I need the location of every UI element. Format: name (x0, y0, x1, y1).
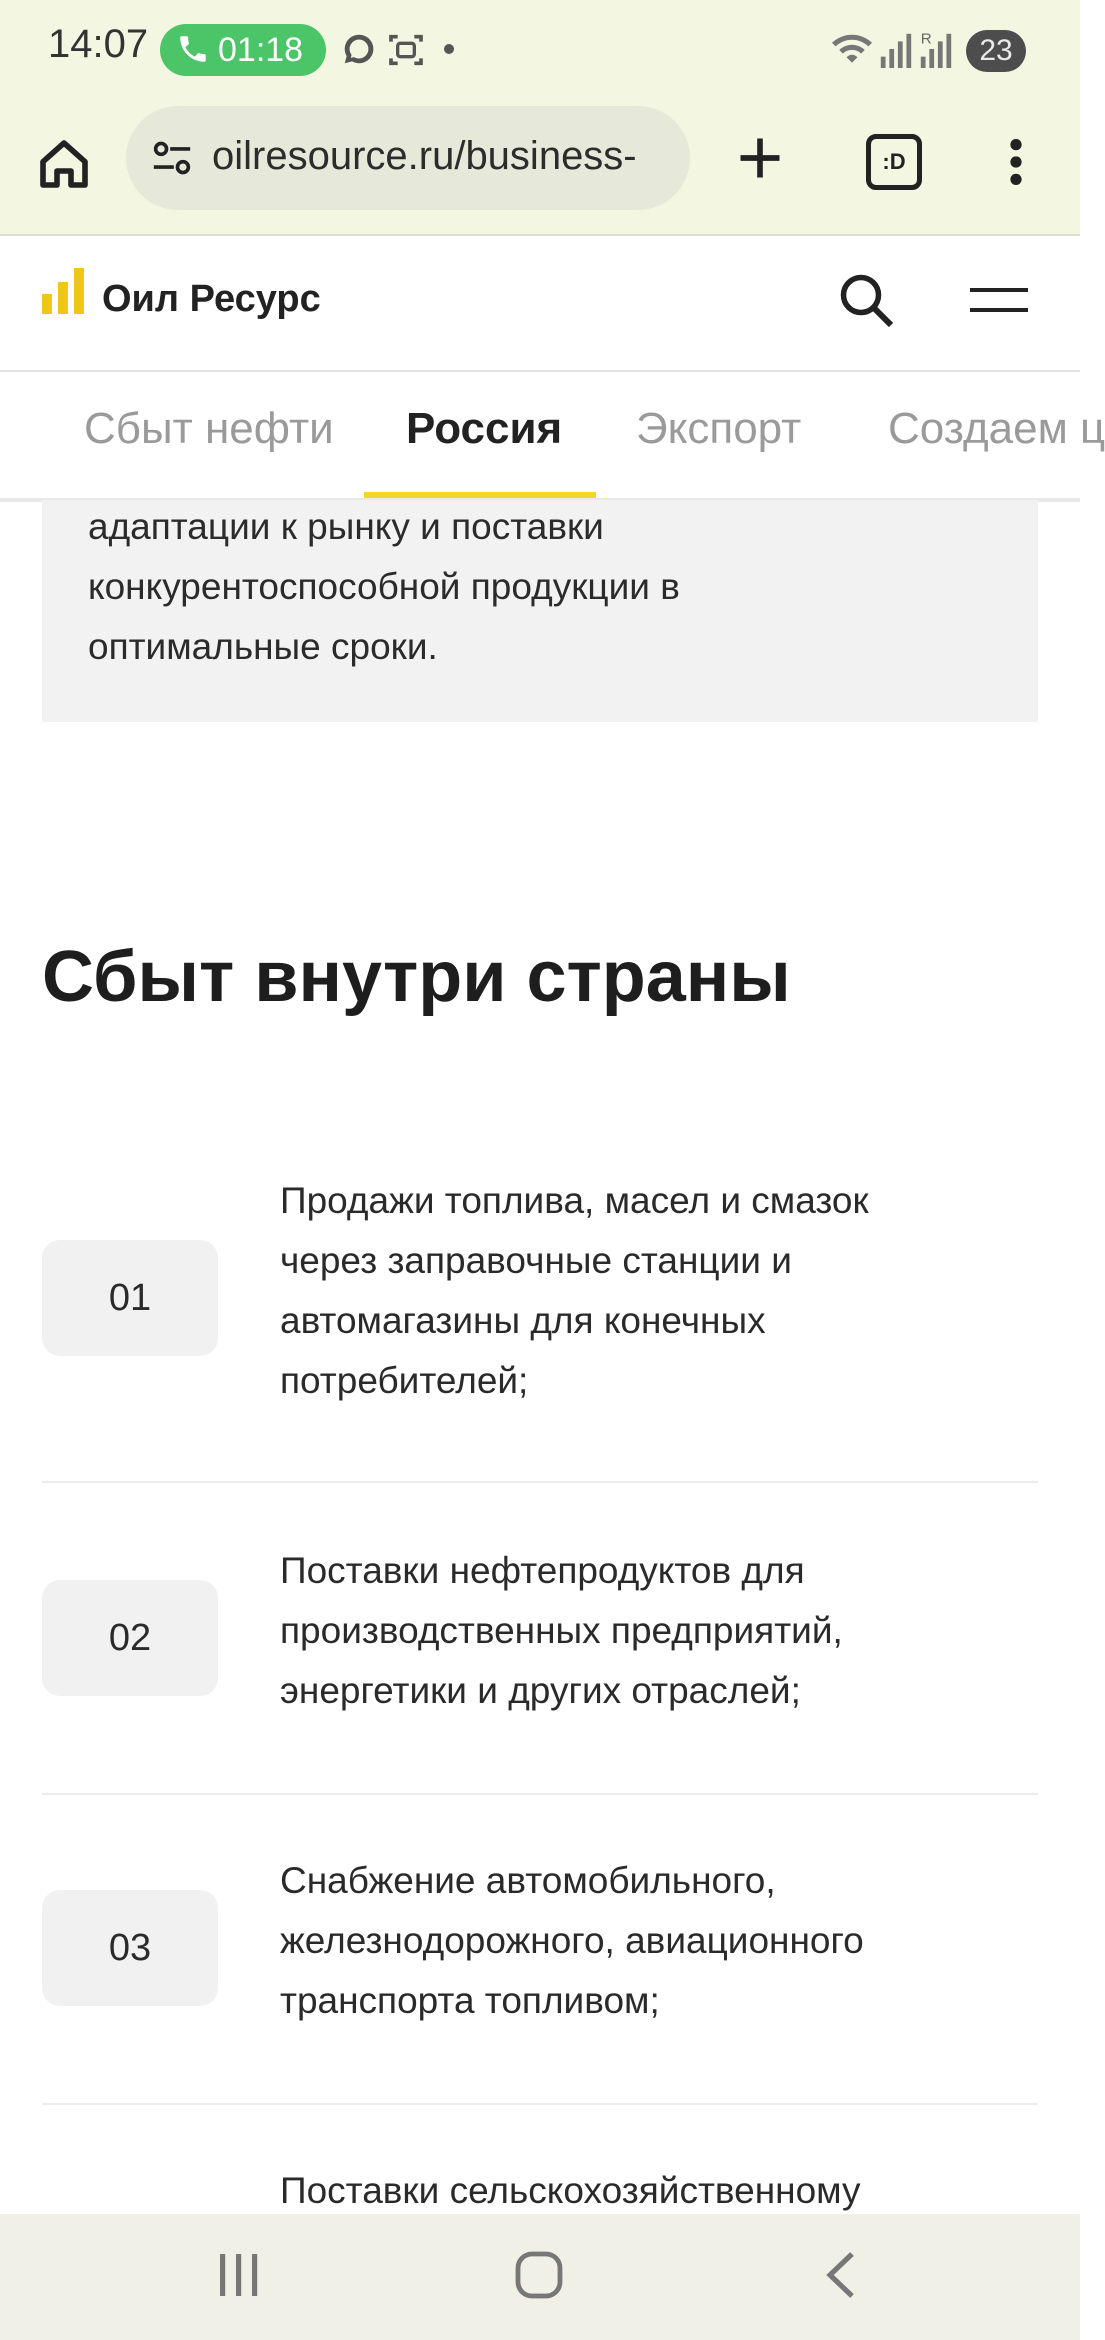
signal-roaming-icon (920, 30, 952, 68)
item-text-line: через заправочные станции и (280, 1240, 792, 1281)
system-nav-bar (0, 2214, 1080, 2340)
logo-text[interactable]: Оил Ресурс (102, 278, 321, 320)
item-number-badge: 03 (42, 1890, 218, 2006)
call-duration: 01:18 (218, 31, 304, 69)
site-header (0, 236, 1080, 372)
item-text-line: потребителей; (280, 1360, 529, 1401)
item-text-line: Снабжение автомобильного, (280, 1860, 776, 1901)
back-icon[interactable] (824, 2250, 860, 2300)
menu-icon[interactable] (970, 286, 1028, 316)
home-nav-icon[interactable] (514, 2250, 564, 2300)
tab-switcher-button[interactable]: :D (866, 134, 922, 190)
section-tabs (0, 372, 1105, 502)
tab-sozdaem[interactable]: Создаем ц (888, 404, 1105, 453)
search-icon[interactable] (836, 270, 896, 330)
active-tab-indicator (364, 492, 596, 498)
logo-bars-icon[interactable] (42, 268, 88, 314)
tab-export[interactable]: Экспорт (636, 404, 802, 453)
item-text-line: производственных предприятий, (280, 1610, 843, 1651)
intro-line: адаптации к рынку и поставки (88, 506, 604, 547)
item-text-line: Поставки сельскохозяйственному (280, 2170, 861, 2211)
signal-icon (880, 30, 912, 68)
tab-russia[interactable]: Россия (406, 404, 563, 453)
intro-box (42, 500, 1038, 722)
intro-line: конкурентоспособной продукции в (88, 566, 680, 607)
address-bar[interactable] (126, 106, 690, 210)
more-options-icon[interactable] (1008, 136, 1024, 188)
message-icon (340, 30, 378, 68)
status-bar (0, 0, 1080, 100)
url-text: oilresource.ru/business- (212, 134, 637, 178)
section-title: Сбыт внутри страны (42, 937, 791, 1017)
list-divider (42, 1481, 1038, 1483)
item-text-line: транспорта топливом; (280, 1980, 660, 2021)
notification-dot (444, 44, 454, 54)
site-settings-icon[interactable] (150, 138, 194, 178)
ongoing-call-pill[interactable] (160, 24, 326, 76)
intro-line: оптимальные сроки. (88, 626, 438, 667)
recent-apps-icon[interactable] (216, 2250, 260, 2300)
clock: 14:07 (48, 22, 149, 66)
item-text-line: Поставки нефтепродуктов для (280, 1550, 805, 1591)
battery-indicator: 23 (966, 30, 1026, 72)
svg-text:R: R (920, 30, 932, 48)
list-divider (42, 2103, 1038, 2105)
browser-toolbar (0, 100, 1080, 236)
phone-icon (176, 32, 210, 66)
screenshot-icon (386, 30, 426, 70)
item-number-badge: 02 (42, 1580, 218, 1696)
tab-sbyt-nefti[interactable]: Сбыт нефти (84, 404, 334, 453)
item-text-line: автомагазины для конечных (280, 1300, 766, 1341)
item-text-line: энергетики и других отраслей; (280, 1670, 801, 1711)
wifi-icon (830, 30, 874, 70)
item-number-badge: 01 (42, 1240, 218, 1356)
item-text-line: Продажи топлива, масел и смазок (280, 1180, 869, 1221)
home-icon[interactable] (36, 136, 92, 192)
new-tab-icon[interactable] (734, 132, 786, 184)
list-divider (42, 1793, 1038, 1795)
item-text-line: железнодорожного, авиационного (280, 1920, 864, 1961)
